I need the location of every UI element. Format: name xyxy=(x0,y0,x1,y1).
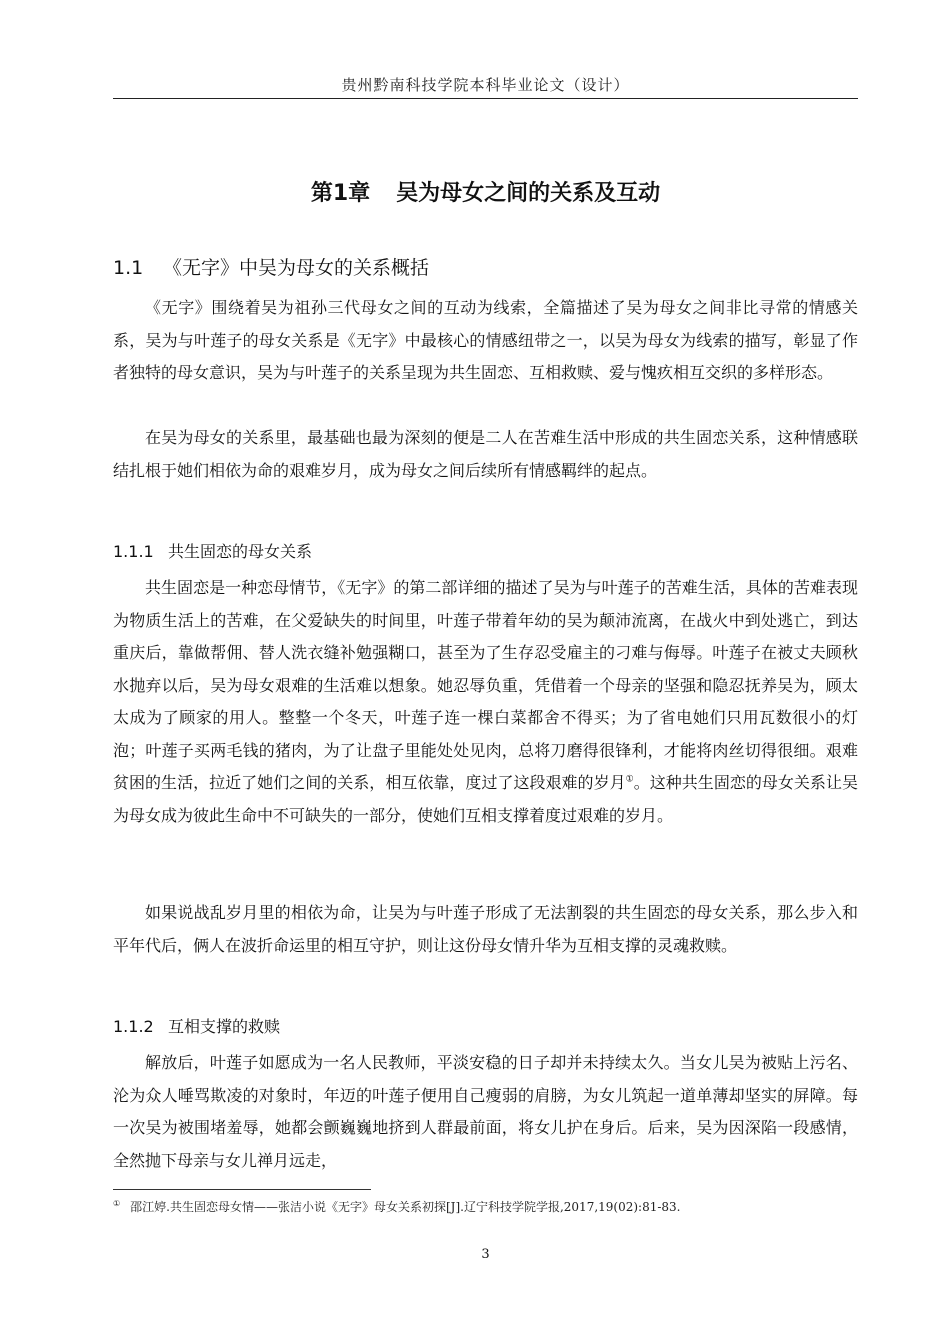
chapter-title: 吴为母女之间的关系及互动 xyxy=(396,181,661,206)
footnote-reference[interactable]: ① xyxy=(625,774,634,785)
footnote-mark: ① xyxy=(113,1199,121,1208)
paragraph: 《无字》围绕着吴为祖孙三代母女之间的互动为线索，全篇描述了吴为母女之间非比寻常的情感关系，吴为与叶莲子的母女关系是《无字》中最核心的情感纽带之一，以吴为母女为线索的描写，彰显了作者独特的母女意识，吴为与叶莲子的关系呈现为共生固恋、互相救赎、爱与愧疚相互交织的多样形态。 xyxy=(113,298,858,382)
header-rule xyxy=(113,98,858,99)
subsection-heading-1-1-1 xyxy=(113,539,312,562)
section-title: 《无字》中吴为母女的关系概括 xyxy=(163,257,430,279)
subsection-title: 互相支撑的救赎 xyxy=(168,1017,281,1036)
section-heading-1-1 xyxy=(113,253,429,280)
paragraph: 如果说战乱岁月里的相依为命，让吴为与叶莲子形成了无法割裂的共生固恋的母女关系，那么步入和平年代后，俩人在波折命运里的相互守护，则让这份母女情升华为互相支撑的灵魂救赎。 xyxy=(113,903,858,955)
footnote xyxy=(113,1198,858,1215)
chapter-number: 第1章 xyxy=(310,181,371,206)
subsection-title: 共生固恋的母女关系 xyxy=(168,542,313,561)
paragraph-text: 共生固恋是一种恋母情节，《无字》的第二部详细的描述了吴为与叶莲子的苦难生活，具体的苦难表现为物质生活上的苦难，在父爱缺失的时间里，叶莲子带着年幼的吴为颠沛流离，在战火中到处逃亡，到达重庆后，靠做帮佣、替人洗衣缝补勉强糊口，甚至为了生存忍受雇主的刁难与侮辱。叶莲子在被丈夫顾秋水抛弃以后，吴为母女艰难的生活难以想象。她忍辱负重，凭借着一个母亲的坚强和隐忍抚养吴为，顾太太成为了顾家的用人。整整一个冬天，叶莲子连一棵白菜都舍不得买；为了省电她们只用瓦数很小的灯泡；叶莲子买两毛钱的猪肉，为了让盘子里能处处见肉，总将刀磨得很锋利，才能将肉丝切得很细。艰难贫困的生活，拉近了她们之间的关系，相互依靠，度过了这段艰难的岁月 xyxy=(113,578,858,792)
paragraph: 解放后，叶莲子如愿成为一名人民教师，平淡安稳的日子却并未持续太久。当女儿吴为被贴上污名、沦为众人唾骂欺凌的对象时，年迈的叶莲子便用自己瘦弱的肩膀，为女儿筑起一道单薄却坚实的屏障。每一次吴为被围堵羞辱，她都会颤巍巍地挤到人群最前面，将女儿护在身后。后来，吴为因深陷一段感情，全然抛下母亲与女儿禅月远走， xyxy=(113,1053,858,1170)
subsection-number: 1.1.1 xyxy=(113,542,154,561)
paragraph: 在吴为母女的关系里，最基础也最为深刻的便是二人在苦难生活中形成的共生固恋关系，这种情感联结扎根于她们相依为命的艰难岁月，成为母女之间后续所有情感羁绊的起点。 xyxy=(113,428,858,480)
subsection-heading-1-1-2 xyxy=(113,1014,280,1037)
subsection-number: 1.1.2 xyxy=(113,1017,154,1036)
chapter-heading xyxy=(113,176,858,207)
paragraph-text: 。这种共生固恋的母女关系让吴为母女成为彼此生命中不可缺失的一部分，使她们互相支撑着度过艰难的岁月。 xyxy=(113,773,858,825)
paragraph xyxy=(113,572,858,832)
page-number: 3 xyxy=(481,1247,490,1262)
footnote-text: 邵江婷.共生固恋母女情——张洁小说《无字》母女关系初探[J].辽宁科技学院学报,2017,19(02):81-83. xyxy=(130,1200,681,1214)
footnote-rule xyxy=(113,1189,371,1190)
running-header: 贵州黔南科技学院本科毕业论文（设计） xyxy=(341,76,630,94)
section-number: 1.1 xyxy=(113,257,144,279)
